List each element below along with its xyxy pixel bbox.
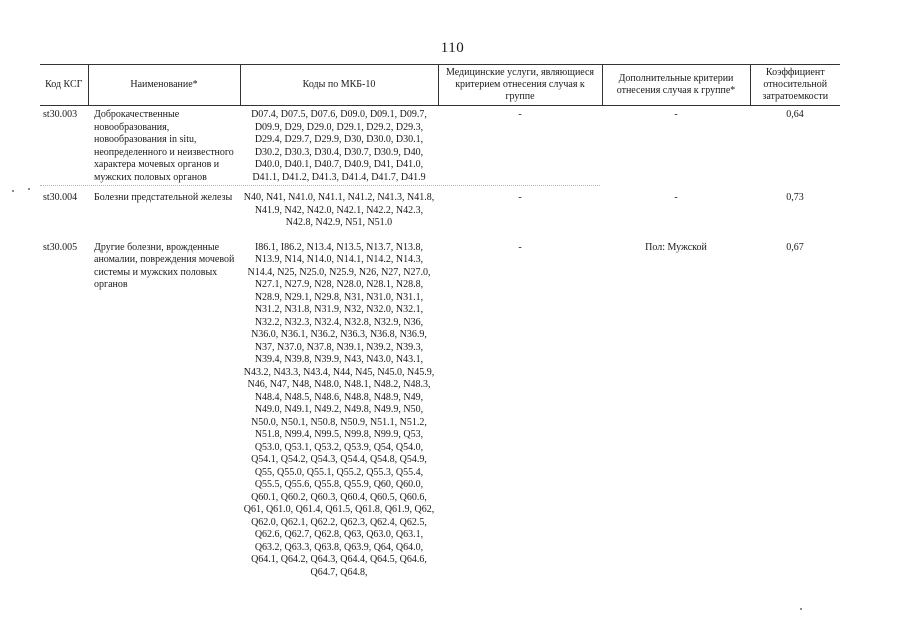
scan-speck [12,190,14,192]
header-name: Наименование* [88,65,240,106]
ksg-name: Доброкачественные новообразования, новообразования in situ, неопределенного и неизвестного характера мочевых органов и мужских половых органов [94,109,234,183]
cost-coefficient: 0,64 [786,109,804,120]
cost-coefficient: 0,73 [786,192,804,203]
scan-speck [800,608,802,610]
table-row [40,186,840,232]
table-header-row [40,65,840,106]
additional-criteria: - [674,109,678,120]
table-row [40,106,840,187]
ksg-code: st30.003 [43,109,78,120]
header-mkb: Коды по МКБ-10 [240,65,438,106]
ksg-name: Болезни предстательной железы [94,192,233,203]
header-code: Код КСГ [40,65,88,106]
page-number: 110 [440,40,465,56]
header-services: Медицинские услуги, являющиеся критерием отнесения случая к группе [438,65,602,106]
scan-row-separator [40,185,600,186]
table-row [40,232,840,582]
mkb-codes: N40, N41, N41.0, N41.1, N41.2, N41.3, N41.8, N41.9, N42, N42.0, N42.1, N42.2, N42.3, N42.8, N42.9, N51, N51.0 [243,192,435,228]
additional-criteria: Пол: Мужской [645,241,707,253]
header-additional: Дополнительные критерии отнесения случая к группе* [602,65,750,106]
mkb-codes: D07.4, D07.5, D07.6, D09.0, D09.1, D09.7, D09.9, D29, D29.0, D29.1, D29.2, D29.3, D29.4, D29.7, D29.9, D30, D30.0, D30.1, D30.2, D30.3, D30.4, D30.7, D30.9, D40, D40.0, D40.1, D40.7, D40.9, D41, D41.0, D41.1, D41.2, D41.3, D41.4, D41.7, D41.9 [251,109,427,183]
medical-services: - [518,192,522,203]
scan-speck [28,188,30,190]
medical-services: - [518,241,522,253]
ksg-table [40,64,840,581]
cost-coefficient: 0,67 [786,241,804,253]
header-coefficient: Коэффициент относительной затратоемкости [750,65,840,106]
ksg-code: st30.005 [43,241,78,253]
medical-services: - [518,109,522,120]
ksg-code: st30.004 [43,192,78,203]
ksg-name: Другие болезни, врожденные аномалии, повреждения мочевой системы и мужских половых органов [94,241,235,290]
additional-criteria: - [674,192,678,203]
mkb-codes: I86.1, I86.2, N13.4, N13.5, N13.7, N13.8, N13.9, N14, N14.0, N14.1, N14.2, N14.3, N14.4, N25, N25.0, N25.9, N26, N27, N27.0, N27.1, N27.9, N28, N28.0, N28.1, N28.8, N28.9, N29.1, N29.8, N31, N31.0, N31.1, N31.2, N31.8, N31.9, N32, N32.0, N32.1, N32.2, N32.3, N32.4, N32.8, N32.9, N36, N36.0, N36.1, N36.2, N36.3, N36.8, N36.9, N37, N37.0, N37.8, N39.1, N39.2, N39.3, N39.4, N39.8, N39.9, N43, N43.0, N43.1, N43.2, N43.3, N43.4, N44, N45, N45.0, N45.9, N46, N47, N48, N48.0, N48.1, N48.2, N48.3, N48.4, N48.5, N48.6, N48.8, N48.9, N49, N49.0, N49.1, N49.2, N49.8, N49.9, N50, N50.0, N50.1, N50.8, N50.9, N51.1, N51.2, N51.8, N99.4, N99.5, N99.8, N99.9, Q53, Q53.0, Q53.1, Q53.2, Q53.9, Q54, Q54.0, Q54.1, Q54.2, Q54.3, Q54.4, Q54.8, Q54.9, Q55, Q55.0, Q55.1, Q55.2, Q55.3, Q55.4, Q55.5, Q55.6, Q55.8, Q55.9, Q60, Q60.0, Q60.1, Q60.2, Q60.3, Q60.4, Q60.5, Q60.6, Q61, Q61.0, Q61.4, Q61.5, Q61.8, Q61.9, Q62, Q62.0, Q62.1, Q62.2, Q62.3, Q62.4, Q62.5, Q62.6, Q62.7, Q62.8, Q63, Q63.0, Q63.1, Q63.2, Q63.3, Q63.8, Q63.9, Q64, Q64.0, Q64.1, Q64.2, Q64.3, Q64.4, Q64.5, Q64.6, Q64.7, Q64.8, [243,241,435,578]
